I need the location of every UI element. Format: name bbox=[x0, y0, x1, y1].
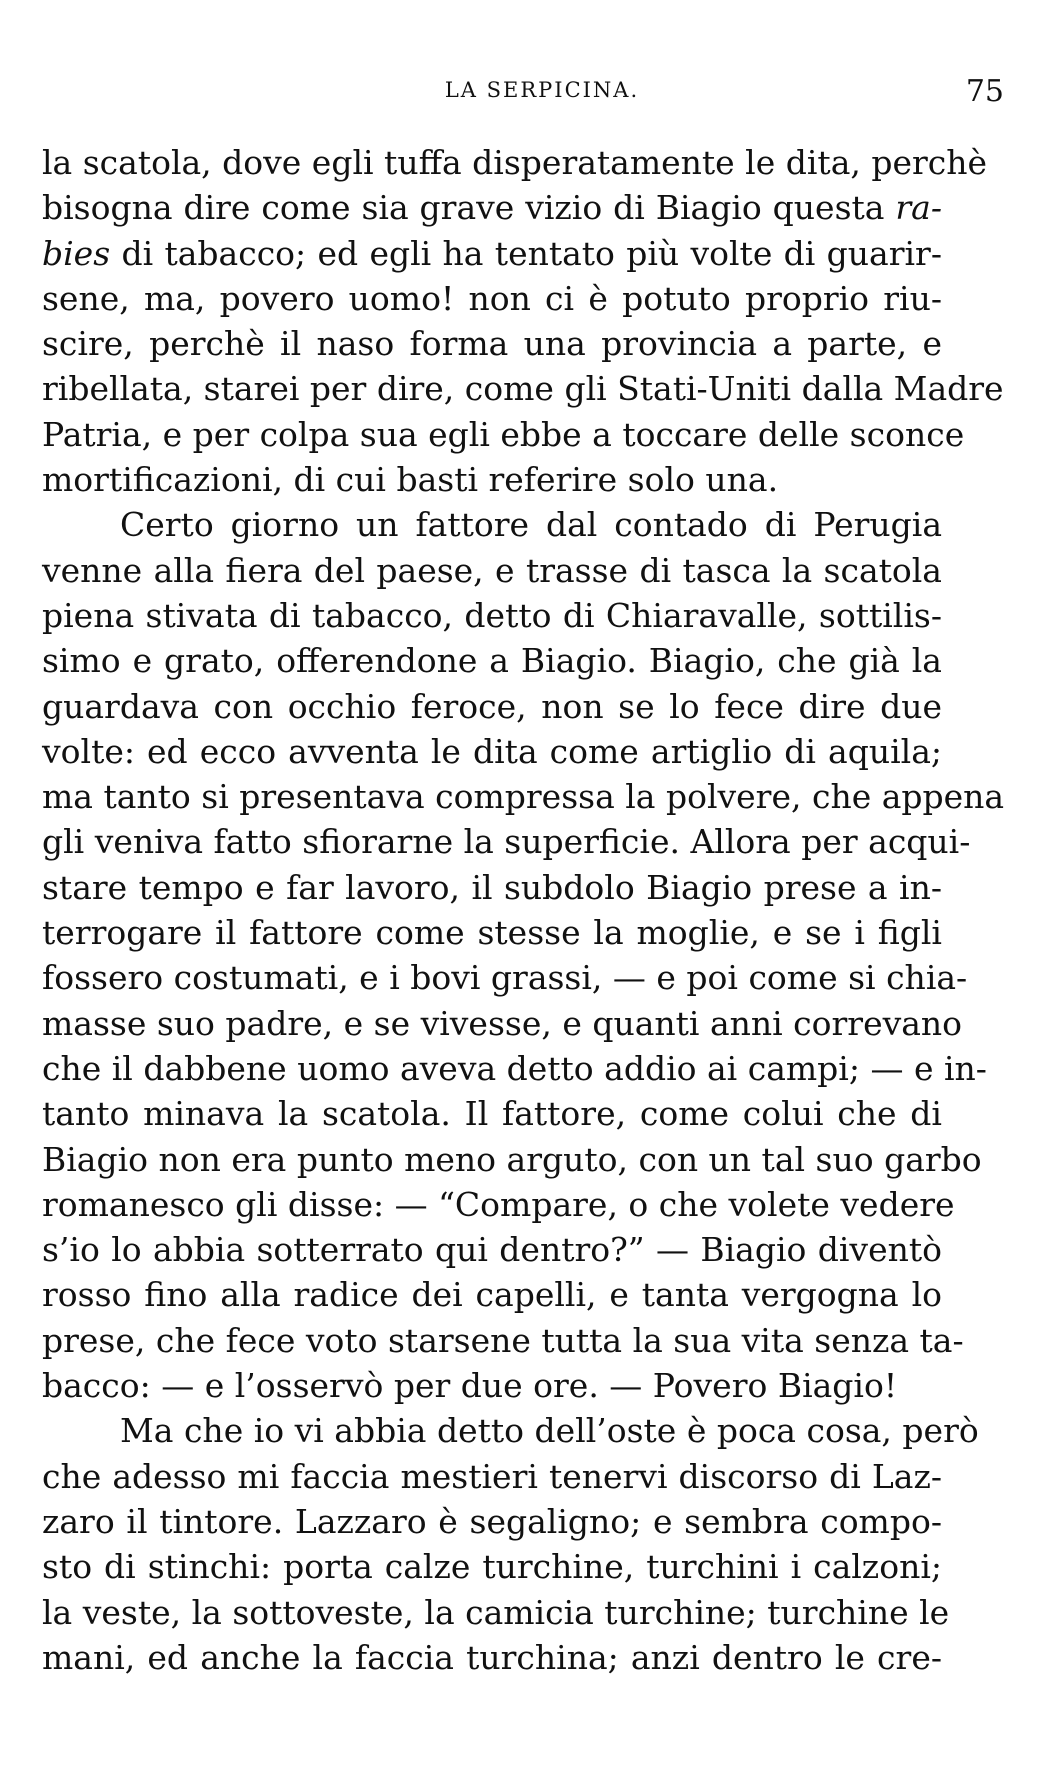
text-line: simo e grato, offerendone a Biagio. Biagio, che già la bbox=[42, 641, 942, 681]
text-line: Certo giorno un fattore dal contado di Perugia bbox=[120, 505, 942, 545]
text-line: mortificazioni, di cui basti referire solo una. bbox=[42, 460, 779, 500]
text-line: rosso fino alla radice dei capelli, e tanta vergogna lo bbox=[42, 1275, 942, 1315]
text-line: bacco: — e l’osservò per due ore. — Povero Biagio! bbox=[42, 1366, 898, 1406]
text-line: prese, che fece voto starsene tutta la sua vita senza ta- bbox=[42, 1320, 964, 1360]
text-line: mani, ed anche la faccia turchina; anzi dentro le cre- bbox=[42, 1637, 942, 1677]
running-title: LA SERPICINA. bbox=[444, 78, 640, 102]
text-line: terrogare il fattore come stesse la moglie, e se i figli bbox=[42, 913, 942, 953]
text-line: romanesco gli disse: — “Compare, o che volete vedere bbox=[42, 1184, 955, 1224]
text-line: scire, perchè il naso forma una provincia a parte, e bbox=[42, 324, 942, 364]
text-line: la veste, la sottoveste, la camicia turchine; turchine le bbox=[42, 1592, 950, 1632]
text-line: piena stivata di tabacco, detto di Chiaravalle, sottilis- bbox=[42, 595, 942, 635]
text-line: ma tanto si presentava compressa la polvere, che appena bbox=[42, 777, 1005, 817]
text-line: la scatola, dove egli tuffa disperatamente le dita, perchè bbox=[42, 143, 988, 182]
text-line: Patria, e per colpa sua egli ebbe a toccare delle sconce bbox=[42, 414, 965, 454]
text-line: volte: ed ecco avventa le dita come artiglio di aquila; bbox=[42, 731, 942, 771]
text-line: s’io lo abbia sotterrato qui dentro?” — Biagio diventò bbox=[42, 1230, 942, 1270]
text-line: stare tempo e far lavoro, il subdolo Biagio prese a in- bbox=[42, 867, 942, 907]
text-line: zaro il tintore. Lazzaro è segaligno; e sembra compo- bbox=[42, 1501, 942, 1541]
body-text bbox=[42, 140, 1005, 1680]
text-line: sene, ma, povero uomo! non ci è potuto proprio riu- bbox=[42, 278, 942, 318]
text-line: masse suo padre, e se vivesse, e quanti anni correvano bbox=[42, 1003, 963, 1043]
text-line: Ma che io vi abbia detto dell’oste è poca cosa, però bbox=[120, 1411, 979, 1451]
page-number: 75 bbox=[965, 74, 1004, 109]
text-line: bisogna dire come sia grave vizio di Biagio questa ra- bbox=[42, 188, 942, 228]
text-line: ribellata, starei per dire, come gli Stati-Uniti dalla Madre bbox=[42, 369, 1004, 409]
text-line: tanto minava la scatola. Il fattore, come colui che di bbox=[42, 1094, 942, 1134]
text-line: Biagio non era punto meno arguto, con un tal suo garbo bbox=[42, 1139, 982, 1179]
text-line: venne alla fiera del paese, e trasse di tasca la scatola bbox=[42, 550, 942, 590]
text-line: fossero costumati, e i bovi grassi, — e poi come si chia- bbox=[42, 958, 968, 998]
text-line: che adesso mi faccia mestieri tenervi discorso di Laz- bbox=[42, 1456, 942, 1496]
text-line: bies di tabacco; ed egli ha tentato più volte di guarir- bbox=[42, 233, 942, 273]
page-header bbox=[40, 74, 1004, 118]
text-line: gli veniva fatto sfiorarne la superficie. Allora per acqui- bbox=[42, 822, 971, 862]
text-line: guardava con occhio feroce, non se lo fece dire due bbox=[42, 686, 942, 726]
text-line: che il dabbene uomo aveva detto addio ai campi; — e in- bbox=[42, 1048, 987, 1088]
text-line: sto di stinchi: porta calze turchine, turchini i calzoni; bbox=[42, 1547, 942, 1587]
